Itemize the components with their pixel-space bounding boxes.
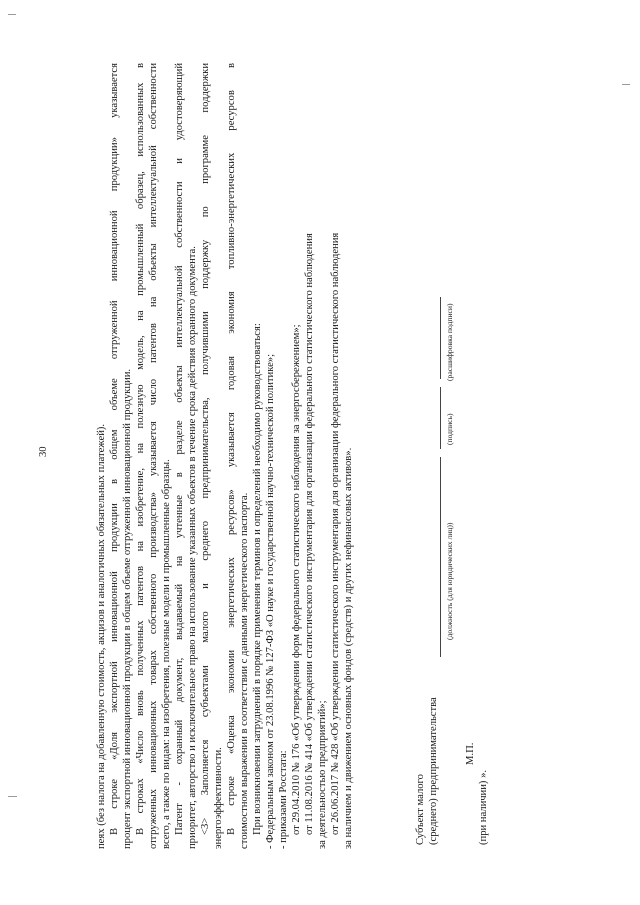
page-number: 30 [38, 446, 49, 457]
body-line: за деятельностью предприятий»; [317, 700, 328, 849]
position-line [440, 457, 441, 657]
stamp-note: (при наличии) ». [478, 769, 489, 845]
body-line: В строке «Оценка экономии энергетических ресурсов» указывается годовая экономия топливно-энергетических ресурсов в [226, 63, 237, 835]
subject-label-line1: Субъект малого [415, 774, 426, 845]
body-line: всего, а также по видам: на изобретения, полезные модели и промышленные образцы. [161, 459, 172, 849]
body-line: процент экспортной инновационной продукции в общем объеме отгруженной инновационной продукции. [122, 368, 133, 849]
scan-edge-mark [8, 796, 17, 797]
signature-caption: (подпись) [445, 413, 454, 445]
body-line: В строках «Число вновь полученных патентов на изобретение, на полезную модель, на промышленный образец, использованных в [135, 63, 146, 835]
position-caption: (должность (для юридических лиц)) [445, 522, 454, 640]
body-line: При возникновении затруднений в порядке применения терминов и определений необходимо руководствоваться: [252, 323, 263, 835]
scan-edge-mark [8, 14, 16, 15]
body-line: <3> Заполняется субъектами малого и среднего предпринимательства, получившими поддержку по программе поддержки [200, 63, 211, 835]
body-line: от 29.04.2010 № 176 «Об утверждении форм федерального статистического наблюдения за энергосбережением»; [291, 324, 302, 835]
signature-line [440, 387, 441, 449]
decoding-line [440, 297, 441, 379]
body-line: - приказами Росстата: [278, 750, 289, 849]
decoding-caption: (расшифровка подписи) [445, 303, 454, 381]
body-line: энергоэффективности. [213, 747, 224, 849]
subject-label-line2: (среднего) предпринимательства [428, 697, 439, 845]
body-line: приоритет, авторство и исключительное право на использование указанных объектов в течение срока действия охранного документа. [187, 246, 198, 849]
body-line: - Федеральным законом от 23.08.1996 № 127-ФЗ «О науке и государственной научно-технической политике»; [265, 353, 276, 849]
body-line: отгруженных инновационных товарах собственного производства» указывается число патентов на объекты интеллектуальной собственности [148, 63, 159, 849]
stamp-label: М.П. [465, 742, 476, 765]
body-line: от 26.06.2017 № 428 «Об утверждении статистического инструментария для организации федерального статистического наблюдения [330, 232, 341, 835]
body-line: В строке «Доля экспортной инновационной продукции в общем объеме отгруженной инновационной продукции» указывается [109, 63, 120, 835]
body-line: пеях (без налога на добавленную стоимость, акцизов и аналогичных обязательных платежей). [96, 423, 107, 849]
body-line: от 11.08.2016 № 414 «Об утверждении статистического инструментария для организации федерального статистического наблюдения [304, 233, 315, 835]
body-line: стоимостном выражении в соответствии с данными энергетического паспорта. [239, 492, 250, 849]
body-line: Патент - охранный документ, выдаваемый на учтенные в разделе объекты интеллектуальной собственности и удостоверяющий [174, 63, 185, 835]
scan-edge-mark [622, 84, 630, 85]
body-line: за наличием и движением основных фондов (средств) и других нефинансовых активов». [343, 447, 354, 849]
